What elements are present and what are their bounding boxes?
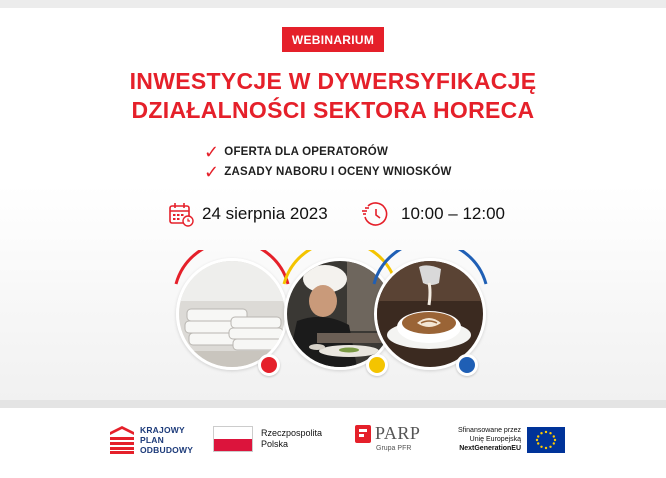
rp-line-1: Rzeczpospolita <box>261 428 323 438</box>
rzeczpospolita-logo <box>213 426 322 452</box>
eu-line-3: NextGenerationEU <box>459 445 522 452</box>
parp-logo <box>355 423 420 452</box>
eu-funding-logo <box>458 426 565 453</box>
clock-icon <box>361 200 389 228</box>
webinar-badge: WEBINARIUM <box>282 27 384 52</box>
photo-towels <box>176 258 288 370</box>
headline-line-2: DZIAŁALNOŚCI SEKTORA HORECA <box>131 97 535 123</box>
check-icon: ✓ <box>204 162 220 182</box>
bullet-text: OFERTA DLA OPERATORÓW <box>224 146 388 158</box>
bullet-offer <box>204 142 388 162</box>
eu-line-1: Sfinansowane przez <box>458 427 522 434</box>
blue-accent-dot <box>456 354 478 376</box>
bullet-text: ZASADY NABORU I OCENY WNIOSKÓW <box>224 166 452 178</box>
poland-flag-icon <box>213 426 253 452</box>
parp-subtitle: Grupa PFR <box>376 445 412 452</box>
rp-line-2: Polska <box>261 439 289 449</box>
check-icon: ✓ <box>204 142 220 162</box>
photo-coffee <box>374 258 486 370</box>
red-accent-dot <box>258 354 280 376</box>
event-date <box>168 200 328 228</box>
bullet-rules <box>204 162 452 182</box>
date-text: 24 sierpnia 2023 <box>202 204 328 223</box>
eu-flag-icon <box>527 427 565 453</box>
coffee-image <box>374 258 486 370</box>
footer <box>0 400 666 478</box>
towels-image <box>176 258 288 370</box>
parp-name: PARP <box>375 423 421 443</box>
kpo-line-1: KRAJOWY <box>140 425 185 435</box>
calendar-icon <box>168 201 194 227</box>
top-strip <box>0 0 666 8</box>
headline-line-1: INWESTYCJE W DYWERSYFIKACJĘ <box>129 68 537 94</box>
kpo-emblem-icon <box>110 426 134 454</box>
event-time <box>361 200 505 228</box>
footer-divider <box>0 400 666 408</box>
parp-emblem-icon <box>355 425 371 443</box>
kpo-line-3: ODBUDOWY <box>140 445 194 455</box>
kpo-line-2: PLAN <box>140 435 164 445</box>
eu-line-2: Unię Europejską <box>469 436 522 443</box>
kpo-logo <box>110 425 193 455</box>
time-text: 10:00 – 12:00 <box>401 204 505 223</box>
